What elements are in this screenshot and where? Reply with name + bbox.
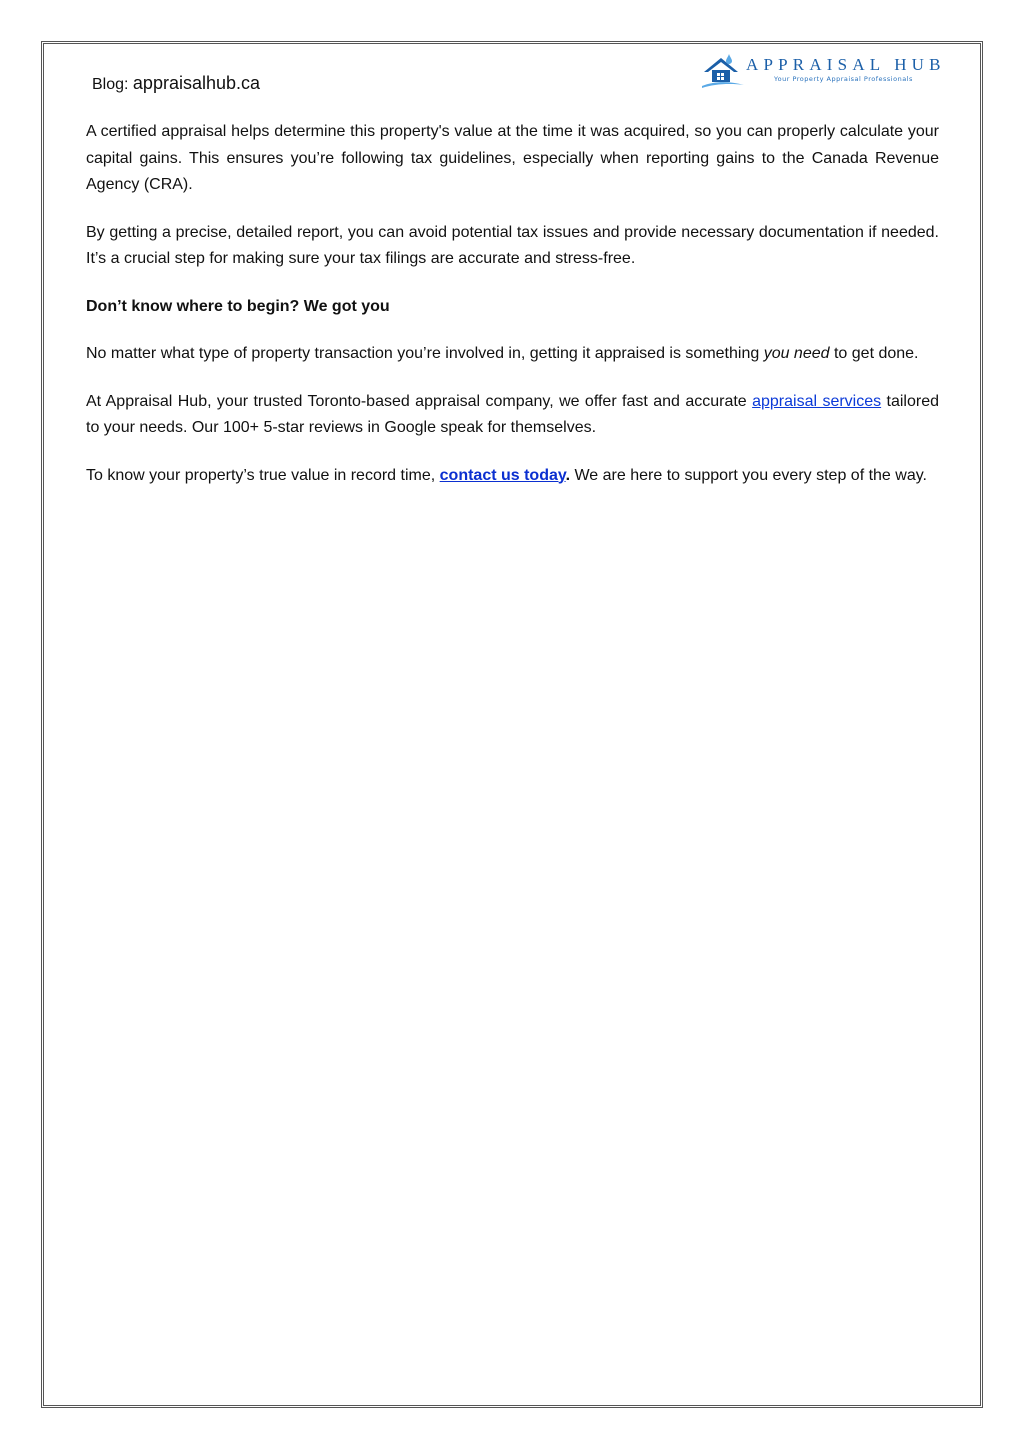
paragraph: [86, 341, 939, 368]
paragraph-text: At Appraisal Hub, your trusted Toronto-based appraisal company, we offer fast and accurate: [86, 392, 753, 410]
appraisal-hub-logo: [700, 50, 950, 92]
logo-name: APPRAISAL HUB: [746, 55, 946, 74]
paragraph-text: to get done.: [829, 345, 919, 362]
paragraph: [86, 389, 939, 442]
house-logo-icon: [700, 50, 746, 92]
paragraph: A certified appraisal helps determine this property's value at the time it was acquired, so you can properly calculate your capital gains. This ensures you’re following tax guidelines, especially when reporting gains to the Canada Revenue Agency (CRA).: [86, 123, 939, 193]
blog-domain: appraisalhub.ca: [132, 73, 261, 93]
paragraph-text: tailored to your needs. Our 100+ 5-star reviews in Google speak for themselves.: [86, 392, 940, 436]
paragraph-text: .: [565, 466, 571, 484]
section-heading: Don’t know where to begin? We got you: [86, 297, 390, 315]
paragraph: [86, 463, 939, 490]
paragraph-text: We are here to support you every step of the way.: [570, 466, 927, 484]
paragraph-text: To know your property’s true value in record time,: [86, 466, 440, 484]
emphasis-text: you need: [763, 345, 830, 362]
logo-tagline: Your Property Appraisal Professionals: [774, 75, 913, 83]
blog-header: [92, 72, 260, 96]
paragraph: By getting a precise, detailed report, you can avoid potential tax issues and provide necessary documentation if needed. It’s a crucial step for making sure your tax filings are accurate and stress-free.: [86, 223, 939, 267]
article-body: [86, 119, 939, 510]
appraisal-services-link[interactable]: appraisal services: [752, 392, 882, 410]
paragraph-text: No matter what type of property transaction you’re involved in, getting it appraised is something: [86, 345, 764, 362]
contact-us-link[interactable]: contact us today: [439, 466, 566, 484]
blog-prefix: Blog:: [92, 76, 133, 93]
